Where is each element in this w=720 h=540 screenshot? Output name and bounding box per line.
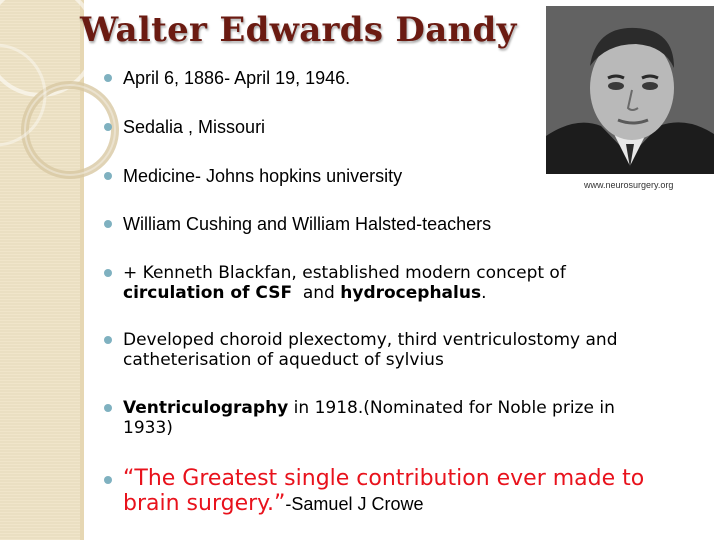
bullet-marker [104, 220, 112, 228]
quote-line2 [123, 491, 423, 517]
bullet-ventriculography-line1 [123, 399, 615, 417]
quote-line1: “The Greatest single contribution ever made to [123, 466, 645, 491]
photo-credit: www.neurosurgery.org [584, 180, 674, 190]
ventriculography-rest: in 1918.(Nominated for Noble prize in [288, 398, 615, 418]
slide-title: Walter Edwards Dandy [80, 10, 517, 50]
bullet-marker [104, 74, 112, 82]
bullet-marker [104, 269, 112, 277]
csf-period: . [481, 283, 487, 303]
bullet-marker [104, 172, 112, 180]
bullet-marker [104, 404, 112, 412]
bullet-education: Medicine- Johns hopkins university [123, 166, 403, 186]
bullet-csf-line1: + Kenneth Blackfan, established modern concept of [123, 263, 566, 283]
bullet-ventriculography-line2: 1933) [123, 418, 173, 438]
ventriculography-bold-text: Ventriculography [123, 398, 289, 418]
csf-connector: and [292, 283, 341, 303]
quote-attribution: -Samuel J Crowe [285, 494, 424, 514]
bullet-birthplace: Sedalia , Missouri [123, 117, 266, 137]
hydrocephalus-bold-text: hydrocephalus [340, 283, 482, 303]
bullet-procedures-line2: catheterisation of aqueduct of sylvius [123, 350, 444, 370]
bullet-marker [104, 476, 112, 484]
quote-text: brain surgery.” [123, 491, 286, 516]
bullet-marker [104, 336, 112, 344]
bullet-csf-line2 [123, 284, 487, 302]
bullet-dates: April 6, 1886- April 19, 1946. [123, 68, 351, 88]
bullet-teachers: William Cushing and William Halsted-teachers [123, 214, 492, 234]
bullet-marker [104, 123, 112, 131]
bullet-procedures-line1: Developed choroid plexectomy, third ventriculostomy and [123, 330, 618, 350]
csf-bold-text: circulation of CSF [123, 283, 293, 303]
